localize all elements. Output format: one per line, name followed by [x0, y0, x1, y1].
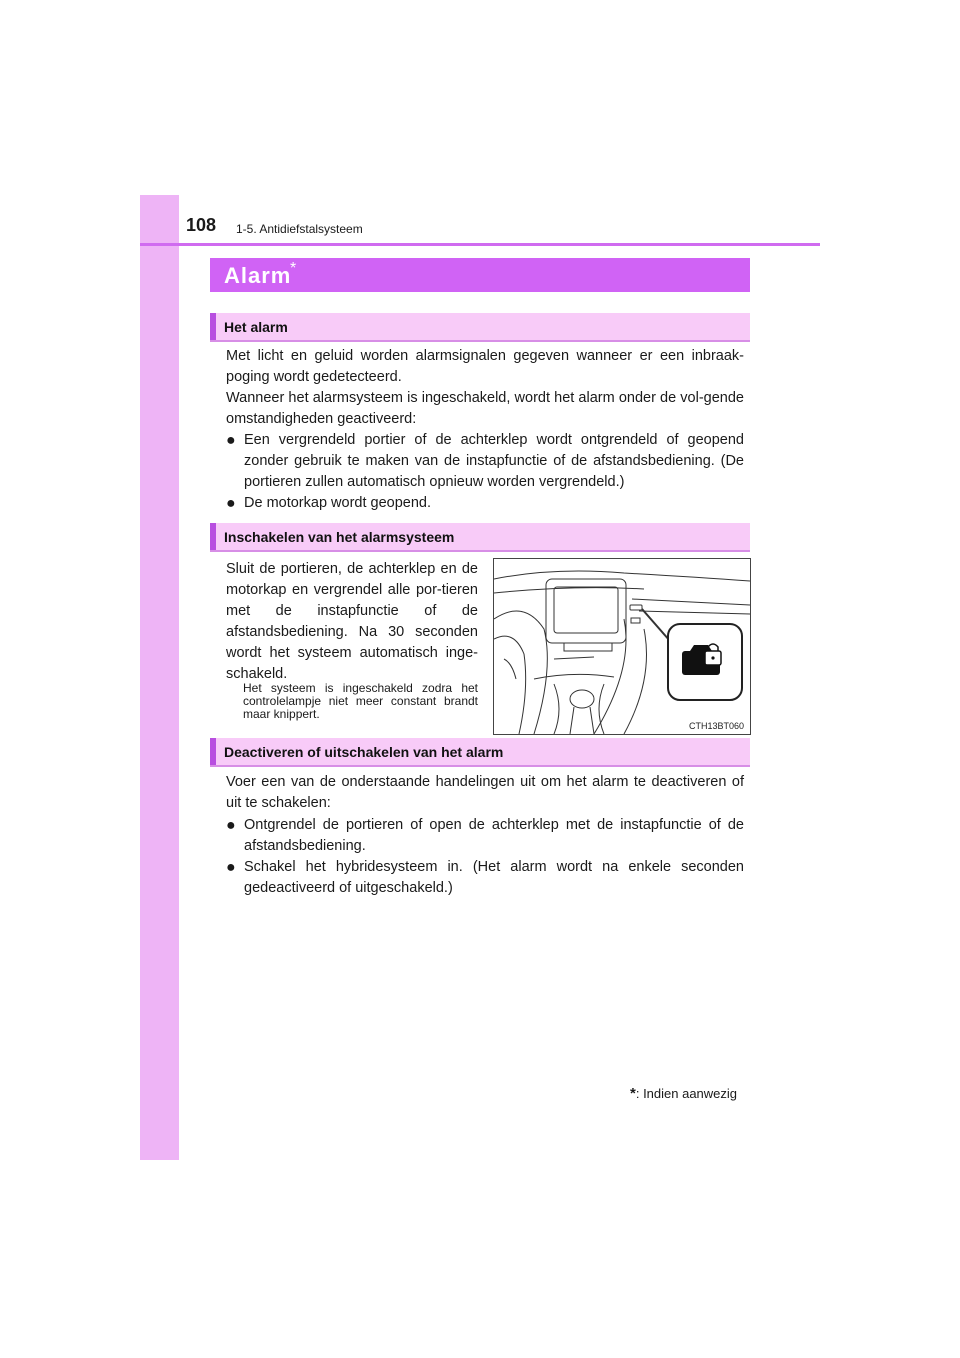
- page-title-bar: [210, 258, 750, 292]
- bullet-icon: ●: [226, 817, 236, 834]
- list-item: [226, 815, 744, 859]
- optional-marker: *: [290, 260, 297, 277]
- bullet-icon: ●: [226, 432, 236, 449]
- note: Het systeem is ingeschakeld zodra het controlelampje niet meer constant brandt maar knippert.: [243, 681, 478, 721]
- list-item-text: De motorkap wordt geopend.: [244, 495, 431, 511]
- bullet-icon: ●: [226, 859, 236, 876]
- dashboard-illustration: [493, 558, 751, 735]
- figure-code: CTH13BT060: [688, 721, 744, 731]
- paragraph: Wanneer het alarmsysteem is ingeschakeld, wordt het alarm onder de vol-gende omstandigheden geactiveerd:: [226, 390, 744, 427]
- list-item-text: Ontgrendel de portieren of open de achterklep met de instapfunctie of de afstandsbediening.: [244, 817, 744, 854]
- list-item: [226, 857, 744, 901]
- page-title: Alarm: [224, 263, 292, 288]
- side-tab: [140, 195, 179, 1160]
- paragraph: Met licht en geluid worden alarmsignalen gegeven wanneer er een inbraak-poging wordt gedetecteerd.: [226, 348, 744, 385]
- section-reference: 1-5. Antidiefstalsysteem: [236, 222, 363, 236]
- header-rule: [140, 243, 820, 246]
- paragraph: Voer een van de onderstaande handelingen uit om het alarm te deactiveren of uit te schakelen:: [226, 774, 744, 811]
- section-heading-text: Het alarm: [224, 319, 288, 335]
- footnote-text: : Indien aanwezig: [635, 1086, 738, 1101]
- footnote: [630, 1085, 737, 1102]
- bullet-icon: ●: [226, 495, 236, 512]
- list-item: [226, 430, 744, 496]
- dashboard-drawing: [494, 559, 750, 734]
- section-heading-deactiveren: [210, 738, 750, 767]
- list-item: [226, 493, 744, 515]
- section-heading-text: Deactiveren of uitschakelen van het alarm: [224, 744, 504, 760]
- section-heading-het-alarm: [210, 313, 750, 342]
- paragraph: Sluit de portieren, de achterklep en de motorkap en vergrendel alle por-tieren met de instapfunctie of de afstandsbediening. Na 30 seconden wordt het systeem automatisch inge-schakeld.: [226, 561, 478, 682]
- list-item-text: Schakel het hybridesysteem in. (Het alarm wordt na enkele seconden gedeactiveerd of uitgeschakeld.): [244, 859, 744, 896]
- asterisk-icon: *: [630, 1085, 636, 1102]
- section-heading-text: Inschakelen van het alarmsysteem: [224, 529, 455, 545]
- page-number: 108: [186, 215, 217, 235]
- list-item-text: Een vergrendeld portier of de achterklep wordt ontgrendeld of geopend zonder gebruik te maken van de instapfunctie of de afstandsbediening. (De portieren zullen automatisch opnieuw worden vergrendeld.): [244, 432, 744, 490]
- section-heading-inschakelen: [210, 523, 750, 552]
